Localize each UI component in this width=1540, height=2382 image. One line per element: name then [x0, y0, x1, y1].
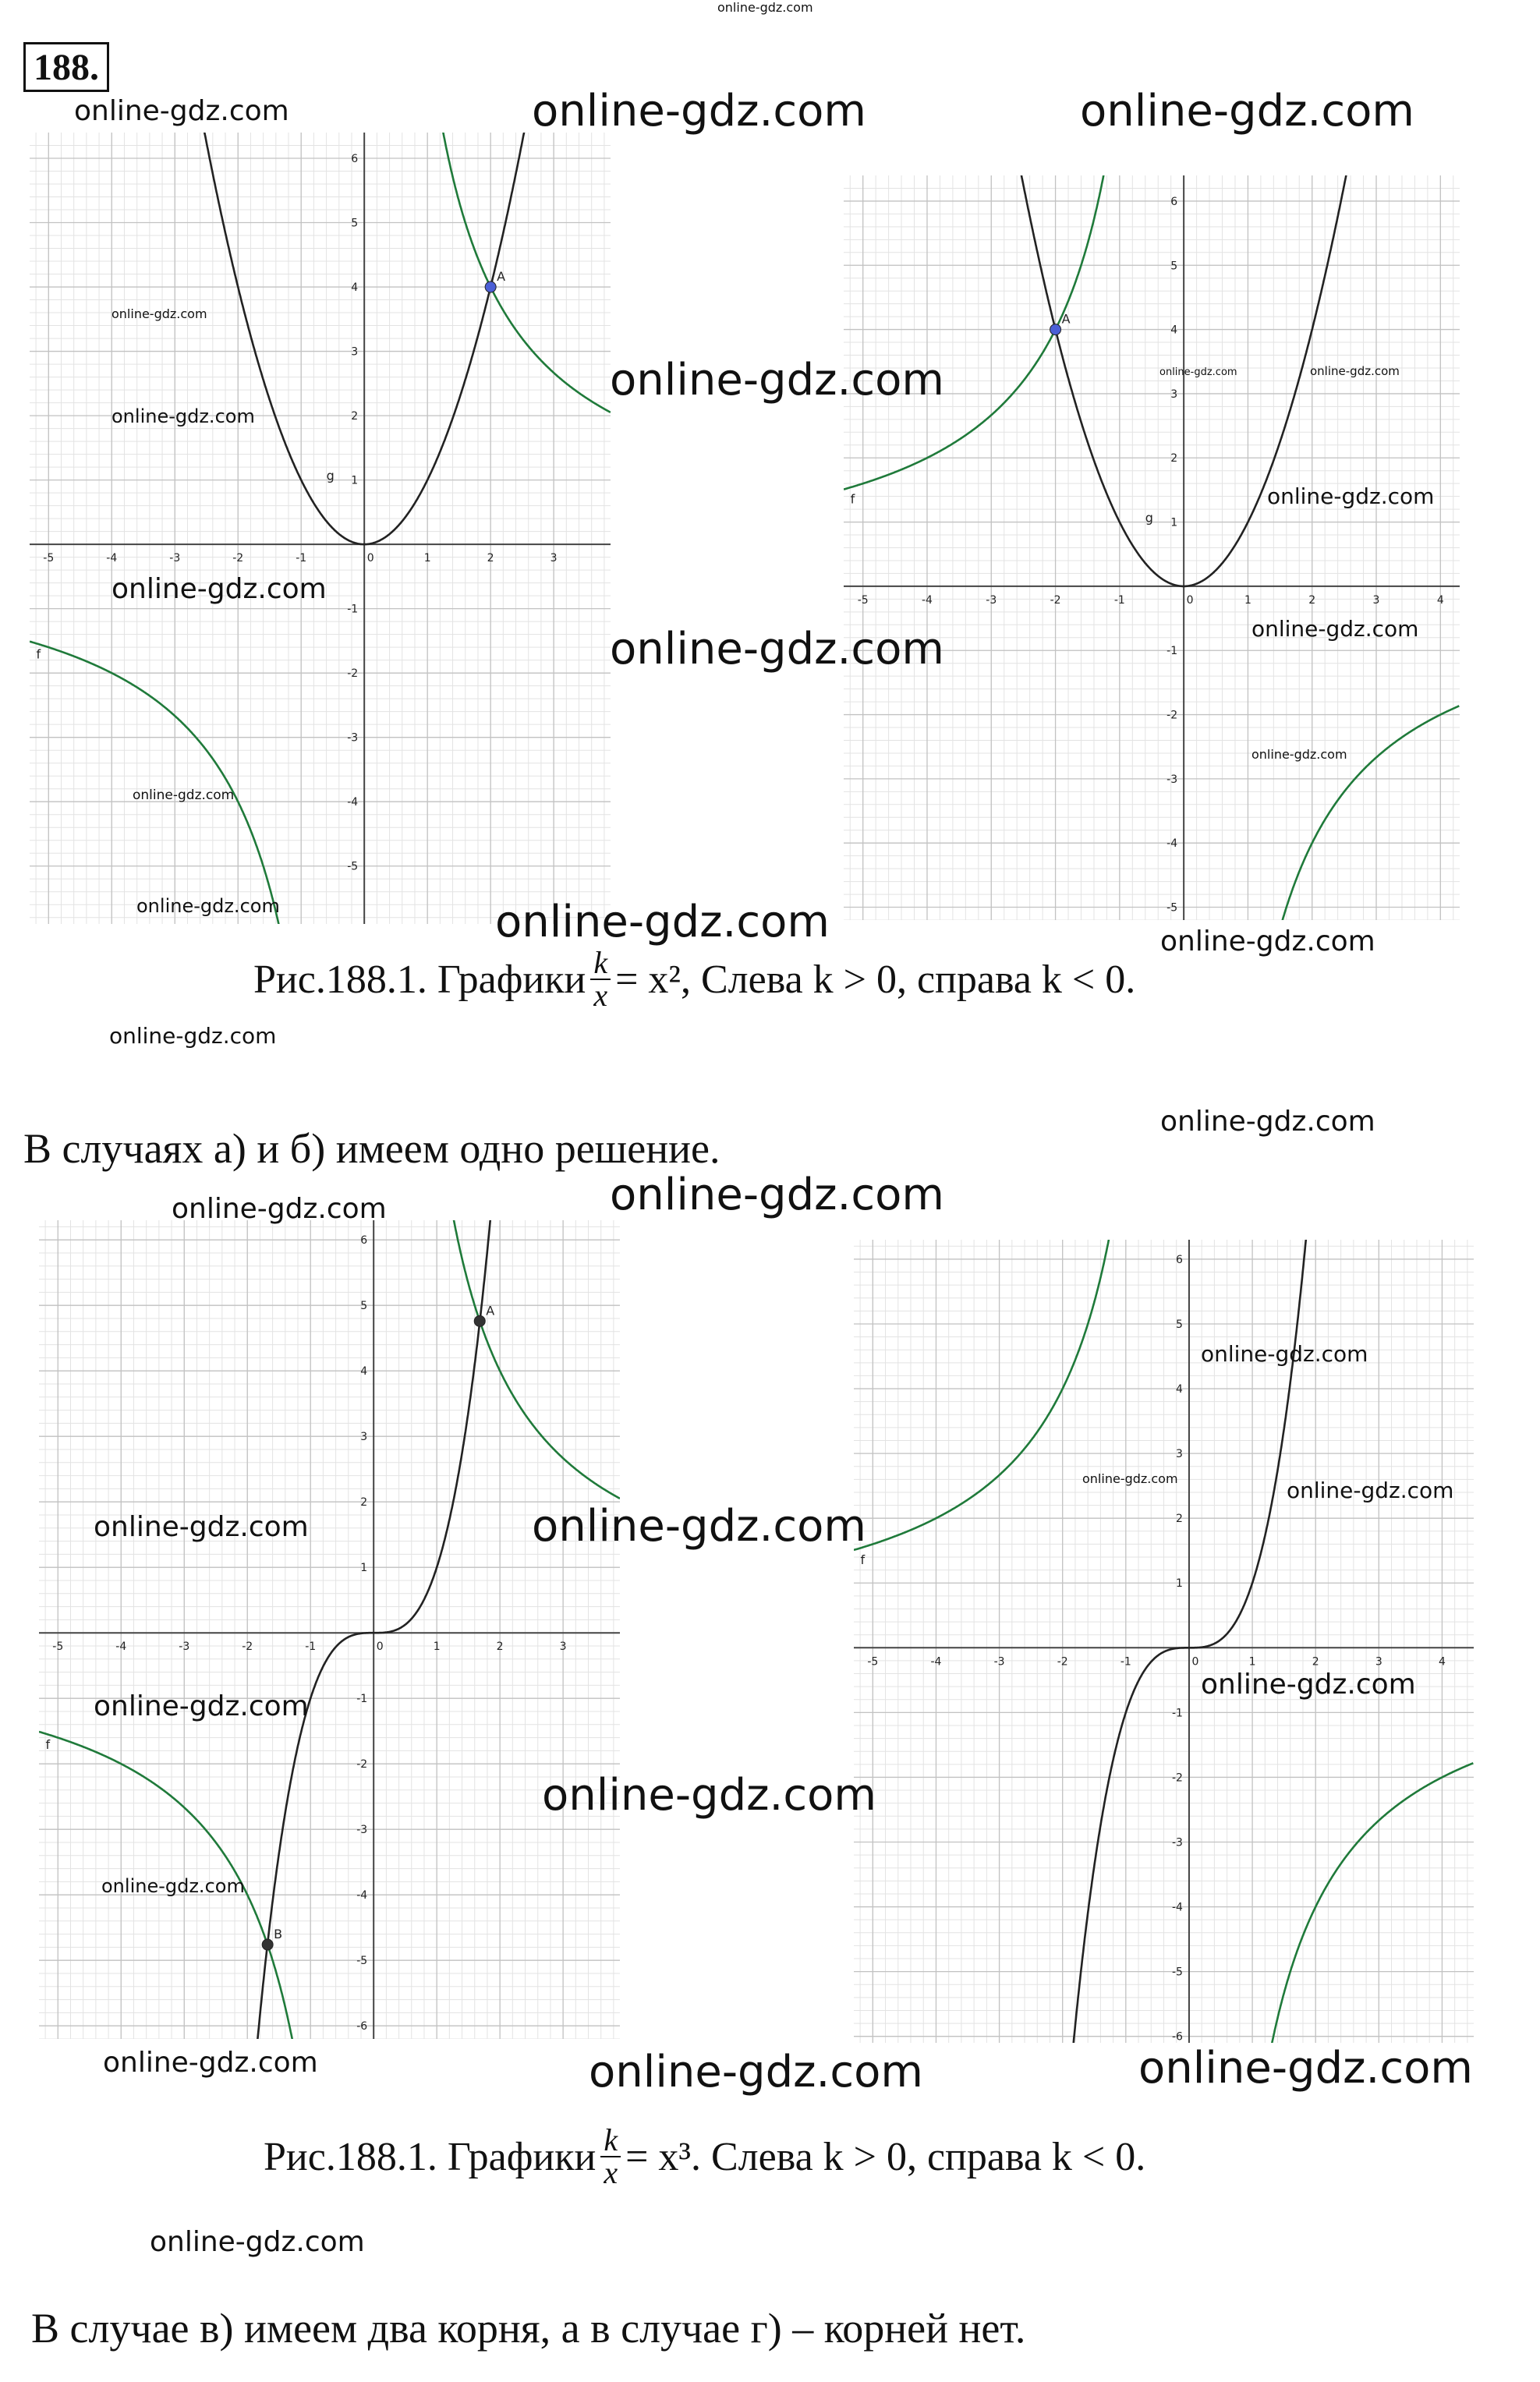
x-tick-label: -5: [867, 1655, 879, 1669]
caption-2-fraction: [600, 2122, 621, 2190]
caption-2-prefix: Рис.188.1. Графики: [264, 2134, 597, 2179]
site-watermark-top: online-gdz.com: [717, 0, 813, 15]
y-tick-label: 5: [360, 1300, 368, 1313]
y-tick-label: 3: [351, 345, 359, 359]
caption-1-rest: = x², Слева k > 0, справа k < 0.: [615, 957, 1136, 1002]
y-tick-label: -6: [356, 2020, 368, 2033]
watermark: online-gdz.com: [133, 788, 235, 803]
y-tick-label: -3: [1167, 773, 1178, 786]
y-tick-label: -4: [356, 1889, 368, 1902]
series-curve-f: [419, 133, 611, 412]
series-curve-f: [1245, 1763, 1474, 2043]
watermark: online-gdz.com: [610, 624, 944, 674]
y-tick-label: 6: [1176, 1253, 1183, 1266]
caption-figure-2: [264, 2122, 1146, 2190]
x-tick-label: -4: [930, 1655, 942, 1669]
y-tick-label: 3: [360, 1431, 368, 1444]
intersection-point: [485, 281, 496, 292]
watermark: online-gdz.com: [103, 2047, 318, 2079]
x-tick-label: -1: [305, 1641, 317, 1654]
x-tick-label: 1: [1244, 593, 1251, 607]
x-tick-label: -5: [857, 593, 869, 607]
intersection-point: [1050, 324, 1061, 335]
x-tick-label: 2: [487, 552, 494, 565]
watermark: online-gdz.com: [150, 2226, 365, 2258]
y-tick-label: 6: [351, 153, 359, 166]
y-tick-label: -5: [356, 1955, 368, 1968]
y-tick-label: 2: [1170, 452, 1178, 465]
y-tick-label: -1: [1167, 645, 1178, 658]
y-tick-label: -2: [347, 667, 359, 681]
y-tick-label: -3: [347, 731, 359, 745]
x-tick-label: 4: [1438, 1655, 1446, 1669]
x-tick-label: -4: [115, 1641, 127, 1654]
x-tick-label: -3: [986, 593, 997, 607]
intersection-point: [474, 1315, 485, 1326]
y-tick-label: 5: [1170, 260, 1178, 273]
watermark: online-gdz.com: [1159, 366, 1237, 378]
watermark: online-gdz.com: [1160, 1106, 1375, 1138]
problem-number: 188.: [23, 42, 109, 92]
y-tick-label: 4: [1176, 1383, 1183, 1396]
x-tick-label: 1: [1248, 1655, 1256, 1669]
y-tick-label: -2: [356, 1758, 368, 1771]
y-tick-label: 1: [1170, 516, 1178, 529]
point-label: A: [486, 1303, 495, 1318]
caption-figure-1: [253, 947, 1135, 1011]
caption-1-prefix: Рис.188.1. Графики: [253, 957, 586, 1002]
watermark: online-gdz.com: [94, 1690, 309, 1722]
x-tick-label: 0: [366, 552, 374, 565]
watermark: online-gdz.com: [112, 306, 207, 321]
x-tick-label: 1: [433, 1641, 441, 1654]
intersection-point: [262, 1939, 273, 1950]
caption-2-numerator: k: [600, 2125, 621, 2157]
y-tick-label: 6: [360, 1234, 368, 1248]
watermark: online-gdz.com: [542, 1770, 876, 1821]
watermark: online-gdz.com: [1310, 364, 1400, 378]
x-tick-label: -3: [993, 1655, 1005, 1669]
x-tick-label: 2: [1312, 1655, 1319, 1669]
y-tick-label: -2: [1171, 1771, 1183, 1785]
y-tick-label: 1: [1176, 1577, 1183, 1591]
x-tick-label: 3: [550, 552, 558, 565]
caption-1-denominator: x: [593, 978, 608, 1013]
y-tick-label: 3: [1176, 1448, 1183, 1461]
x-tick-label: 3: [1372, 593, 1380, 607]
y-tick-label: -4: [1171, 1901, 1183, 1914]
y-tick-label: -1: [1171, 1707, 1183, 1720]
caption-1-fraction: [590, 947, 611, 1011]
x-tick-label: -4: [106, 552, 118, 565]
note-cases-ab: В случаях а) и б) имеем одно решение.: [23, 1125, 720, 1172]
y-tick-label: -5: [1171, 1966, 1183, 1979]
watermark: online-gdz.com: [532, 86, 866, 136]
watermark: online-gdz.com: [172, 1193, 387, 1225]
y-tick-label: -1: [347, 603, 359, 616]
x-tick-label: -5: [43, 552, 55, 565]
watermark: online-gdz.com: [1201, 1669, 1416, 1701]
y-tick-label: -4: [347, 796, 359, 809]
x-tick-label: -2: [232, 552, 244, 565]
y-tick-label: -5: [347, 860, 359, 873]
x-tick-label: -3: [169, 552, 181, 565]
watermark: online-gdz.com: [495, 897, 830, 947]
x-tick-label: 1: [423, 552, 431, 565]
watermark: online-gdz.com: [1160, 926, 1375, 957]
watermark: online-gdz.com: [1251, 616, 1419, 642]
grid-minor: [30, 133, 611, 924]
x-tick-label: 2: [496, 1641, 504, 1654]
grid-minor: [844, 175, 1460, 920]
watermark: online-gdz.com: [1080, 86, 1414, 136]
y-tick-label: 4: [351, 281, 359, 295]
watermark: online-gdz.com: [1201, 1341, 1368, 1367]
series-label: g: [326, 468, 335, 483]
y-tick-label: 4: [360, 1365, 368, 1379]
watermark: online-gdz.com: [136, 895, 280, 917]
chart-x2-positive-k: [30, 133, 611, 924]
watermark: online-gdz.com: [1267, 483, 1435, 509]
series-curve-f: [30, 642, 307, 924]
x-tick-label: -4: [921, 593, 933, 607]
y-tick-label: 3: [1170, 388, 1178, 401]
y-tick-label: 5: [1176, 1318, 1183, 1331]
x-tick-label: -2: [1057, 1655, 1068, 1669]
point-label: B: [274, 1927, 283, 1942]
y-tick-label: 5: [351, 217, 359, 230]
watermark: online-gdz.com: [1138, 2043, 1473, 2094]
watermark: online-gdz.com: [1082, 1471, 1178, 1486]
x-tick-label: 0: [1191, 1655, 1199, 1669]
x-tick-label: 4: [1436, 593, 1444, 607]
watermark: online-gdz.com: [94, 1511, 309, 1543]
y-tick-label: 6: [1170, 195, 1178, 208]
series-label: f: [850, 491, 855, 507]
grid-major: [30, 133, 611, 924]
watermark: online-gdz.com: [109, 1023, 277, 1049]
x-tick-label: -1: [296, 552, 307, 565]
y-tick-label: -6: [1171, 2030, 1183, 2043]
x-tick-label: -3: [179, 1641, 190, 1654]
chart-x3-positive-k: [39, 1220, 620, 2039]
y-tick-label: 1: [360, 1562, 368, 1575]
watermark: online-gdz.com: [112, 405, 255, 427]
watermark: online-gdz.com: [589, 2047, 923, 2097]
y-tick-label: 2: [360, 1496, 368, 1510]
x-tick-label: 0: [1186, 593, 1194, 607]
x-tick-label: -5: [52, 1641, 64, 1654]
point-label: A: [1061, 311, 1071, 327]
x-tick-label: -1: [1113, 593, 1125, 607]
series-label: f: [45, 1736, 51, 1752]
y-tick-label: 2: [1176, 1513, 1183, 1526]
watermark: online-gdz.com: [610, 1170, 944, 1220]
watermark: online-gdz.com: [74, 95, 289, 127]
note-cases-vg: В случае в) имеем два корня, а в случае г) – корней нет.: [31, 2305, 1026, 2352]
grid-major: [39, 1220, 620, 2039]
x-tick-label: 0: [376, 1641, 384, 1654]
y-tick-label: -2: [1167, 709, 1178, 722]
chart-x3-negative-k: [854, 1240, 1474, 2043]
series-curve-f: [844, 175, 1129, 490]
watermark: online-gdz.com: [101, 1875, 245, 1897]
x-tick-label: 3: [559, 1641, 567, 1654]
y-tick-label: -5: [1167, 901, 1178, 915]
watermark: online-gdz.com: [1287, 1478, 1454, 1503]
grid-minor: [39, 1220, 620, 2039]
series-label: g: [1145, 510, 1153, 526]
y-tick-label: 2: [351, 410, 359, 423]
x-tick-label: 2: [1308, 593, 1316, 607]
watermark: online-gdz.com: [532, 1501, 866, 1552]
x-tick-label: 3: [1375, 1655, 1382, 1669]
caption-1-numerator: k: [590, 947, 611, 980]
series-curve-f: [854, 1240, 1135, 1550]
watermark: online-gdz.com: [1251, 747, 1347, 762]
x-tick-label: -1: [1120, 1655, 1131, 1669]
y-tick-label: -3: [356, 1824, 368, 1837]
y-tick-label: 1: [351, 474, 359, 487]
caption-2-denominator: x: [604, 2155, 618, 2190]
series-label: f: [36, 646, 41, 662]
series-label: f: [860, 1552, 866, 1568]
watermark: online-gdz.com: [112, 573, 327, 605]
x-tick-label: -2: [242, 1641, 253, 1654]
y-tick-label: -1: [356, 1693, 368, 1706]
chart-x2-negative-k: [844, 175, 1460, 920]
watermark: online-gdz.com: [610, 355, 944, 405]
point-label: A: [497, 269, 506, 285]
caption-2-rest: = x³. Слева k > 0, справа k < 0.: [625, 2134, 1146, 2179]
y-tick-label: -3: [1171, 1836, 1183, 1849]
y-tick-label: 4: [1170, 324, 1178, 337]
series-curve-f: [428, 1220, 620, 1499]
x-tick-label: -2: [1050, 593, 1061, 607]
y-tick-label: -4: [1167, 837, 1178, 851]
grid-minor: [854, 1240, 1474, 2043]
